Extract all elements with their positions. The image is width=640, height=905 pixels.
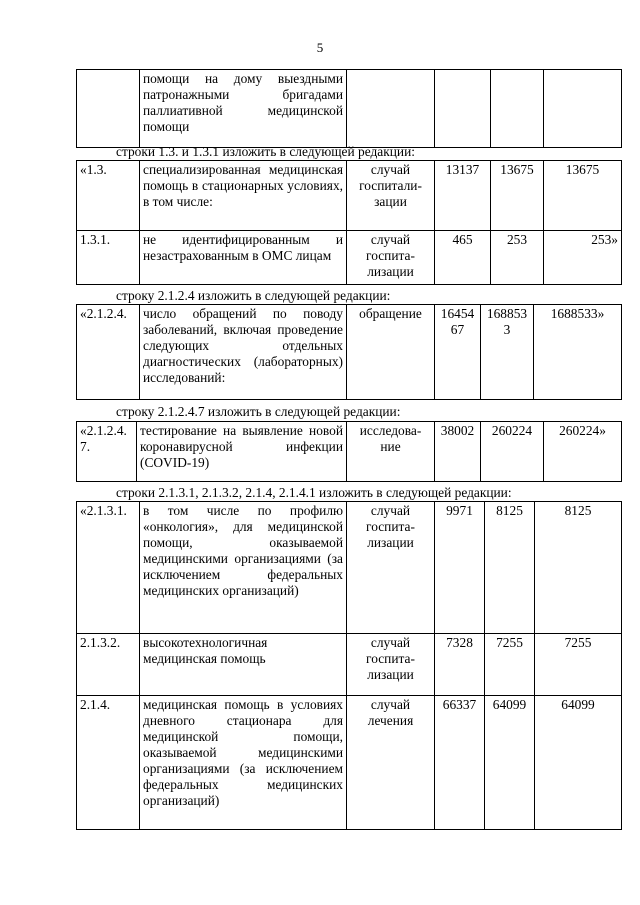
cell-value-2: 168853 3 <box>481 305 534 400</box>
table-row <box>77 70 622 148</box>
cell-name: тестирование на выявление новой коронавирусной инфекции (COVID-19) <box>137 422 347 482</box>
cell-unit: случай лечения <box>347 696 435 830</box>
table-row <box>77 634 622 696</box>
page-number: 5 <box>316 40 324 55</box>
table-row <box>77 696 622 830</box>
cell-value-2: 8125 <box>485 502 535 634</box>
cell-value-1: 465 <box>435 231 491 285</box>
table-row <box>77 502 622 634</box>
cell-value-3: 7255 <box>535 634 622 696</box>
cell-value-3: 64099 <box>535 696 622 830</box>
table-rows-2-1-3-1 <box>76 501 622 830</box>
cell-value-2: 64099 <box>485 696 535 830</box>
cell-value-3: 253» <box>544 231 622 285</box>
cell-value-2: 13675 <box>491 161 544 231</box>
cell-value-1: 66337 <box>435 696 485 830</box>
cell-unit <box>347 70 435 148</box>
table-row <box>77 422 622 482</box>
table-continuation <box>76 69 622 148</box>
cell-value-2: 260224 <box>481 422 544 482</box>
cell-code: «2.1.3.1. <box>77 502 140 634</box>
cell-name: число обращений по поводу заболеваний, включая проведение следующих отдельных диагностических (лабораторных) исследований: <box>140 305 347 400</box>
cell-unit: исследова- ние <box>347 422 435 482</box>
cell-name: не идентифицированным и незастрахованным в ОМС лицам <box>140 231 347 285</box>
cell-value-1 <box>435 70 491 148</box>
cell-name: высокотехнологичная медицинская помощь <box>140 634 347 696</box>
cell-code: «2.1.2.4. 7. <box>77 422 137 482</box>
table-row-2-1-2-4-7 <box>76 421 622 482</box>
table-row <box>77 305 622 400</box>
cell-value-1: 16454 67 <box>435 305 481 400</box>
cell-value-3: 8125 <box>535 502 622 634</box>
cell-unit: случай госпита- лизации <box>347 634 435 696</box>
cell-value-2 <box>491 70 544 148</box>
cell-unit: случай госпитали- зации <box>347 161 435 231</box>
cell-value-1: 9971 <box>435 502 485 634</box>
cell-value-2: 7255 <box>485 634 535 696</box>
cell-name: помощи на дому выездными патронажными бригадами паллиативной медицинской помощи <box>140 70 347 148</box>
cell-unit: случай госпита- лизации <box>347 231 435 285</box>
cell-value-3 <box>544 70 622 148</box>
cell-code: 2.1.4. <box>77 696 140 830</box>
cell-code: «1.3. <box>77 161 140 231</box>
instruction-2: строку 2.1.2.4 изложить в следующей редакции: <box>116 288 391 303</box>
cell-code: «2.1.2.4. <box>77 305 140 400</box>
table-rows-1-3 <box>76 160 622 285</box>
table-row <box>77 231 622 285</box>
table-row-2-1-2-4 <box>76 304 622 400</box>
instruction-1: строки 1.3. и 1.3.1 изложить в следующей редакции: <box>116 144 415 159</box>
cell-value-1: 7328 <box>435 634 485 696</box>
cell-name: в том числе по профилю «онкология», для медицинской помощи, оказываемой медицинскими организациями (за исключением федеральных медицинских организаций) <box>140 502 347 634</box>
cell-value-3: 260224» <box>544 422 622 482</box>
cell-code: 2.1.3.2. <box>77 634 140 696</box>
cell-value-3: 13675 <box>544 161 622 231</box>
instruction-4: строки 2.1.3.1, 2.1.3.2, 2.1.4, 2.1.4.1 изложить в следующей редакции: <box>116 485 512 500</box>
cell-value-1: 38002 <box>435 422 481 482</box>
cell-value-3: 1688533» <box>534 305 622 400</box>
cell-code <box>77 70 140 148</box>
instruction-3: строку 2.1.2.4.7 изложить в следующей редакции: <box>116 404 401 419</box>
cell-value-1: 13137 <box>435 161 491 231</box>
cell-unit: обращение <box>347 305 435 400</box>
table-row <box>77 161 622 231</box>
cell-name: медицинская помощь в условиях дневного стационара для медицинской помощи, оказываемой медицинскими организациями (за исключением федеральных медицинских организаций) <box>140 696 347 830</box>
cell-code: 1.3.1. <box>77 231 140 285</box>
cell-unit: случай госпита- лизации <box>347 502 435 634</box>
cell-value-2: 253 <box>491 231 544 285</box>
cell-name: специализированная медицинская помощь в стационарных условиях, в том числе: <box>140 161 347 231</box>
